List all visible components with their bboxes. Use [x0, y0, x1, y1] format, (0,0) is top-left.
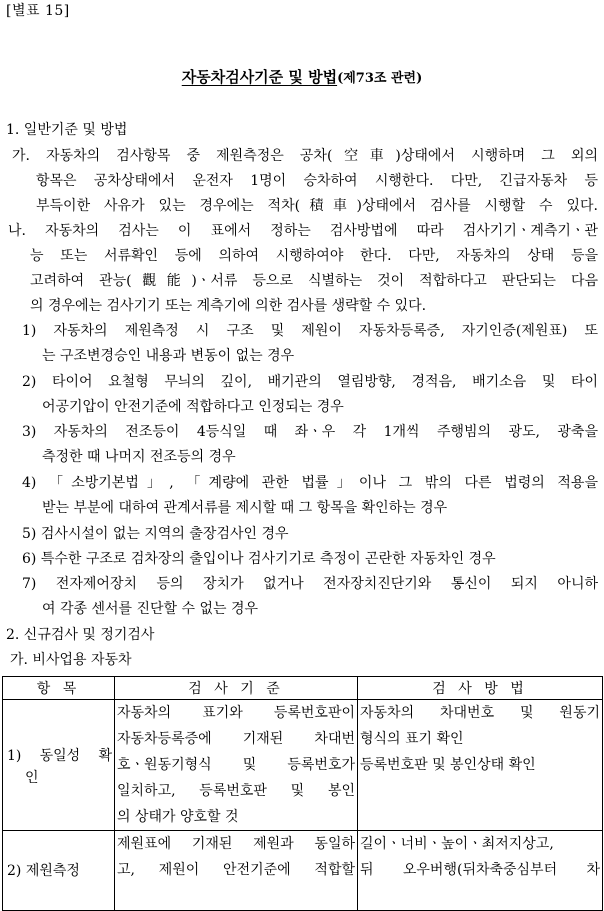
table-row — [3, 700, 603, 831]
cell-line: 고, 제원이 안전기준에 적합할 — [117, 862, 355, 878]
para-na-line: 나. 자동차의 검사는 이 표에서 정하는 검사방법에 따라 검사기기ㆍ계측기ㆍ관 — [8, 223, 598, 239]
list-item-1-cont: 는 구조변경승인 내용과 변동이 없는 경우 — [42, 348, 295, 364]
para-na-line: 의 경우에는 검사기기 또는 계측기에 의한 검사를 생략할 수 있다. — [30, 298, 427, 314]
header-item: 항 목 — [3, 677, 115, 700]
header-standard: 검 사 기 준 — [115, 677, 358, 700]
list-item-2-cont: 어공기압이 안전기준에 적합하다고 인정되는 경우 — [42, 399, 344, 415]
list-item-7: 7) 전자제어장치 등의 장치가 없거나 전자장치진단기와 통신이 되지 아니하 — [22, 576, 598, 592]
cell-line: 등록번호판 및 봉인상태 확인 — [360, 757, 536, 773]
table-header-row — [3, 677, 603, 700]
cell-line: 일치하고, 등록번호판 및 봉인 — [117, 783, 355, 799]
inspection-standards-table — [2, 676, 603, 911]
list-item-6: 6) 특수한 구조로 검차장의 출입이나 검사기기로 측정이 곤란한 자동차인 경우 — [22, 551, 496, 567]
cell-line: 제원표에 기재된 제원과 동일하 — [117, 836, 355, 852]
para-ga-line: 항목은 공차상태에서 운전자 1명이 승차하여 시행한다. 다만, 긴급자동차 등 — [36, 173, 598, 189]
cell-line: 자동차의 차대번호 및 원동기 — [360, 705, 600, 721]
cell-line: 인 — [25, 770, 39, 786]
cell-line: 호ㆍ원동기형식 및 등록번호가 — [117, 757, 355, 773]
method-cell — [358, 700, 603, 831]
item-cell — [3, 700, 115, 831]
list-item-1: 1) 자동차의 제원측정 시 구조 및 제원이 자동차등록증, 자기인증(제원표) 또 — [22, 323, 598, 339]
cell-line: 길이ㆍ너비ㆍ높이ㆍ최저지상고, — [360, 836, 554, 852]
header-method: 검 사 방 법 — [358, 677, 603, 700]
table-row — [3, 831, 603, 911]
list-item-4-cont: 받는 부분에 대하여 관계서류를 제시할 때 그 항목을 확인하는 경우 — [42, 500, 448, 516]
title-sub: (제73조 관련) — [337, 71, 423, 86]
cell-line: 의 상태가 양호할 것 — [117, 809, 239, 825]
section-2-ga: 가. 비사업용 자동차 — [10, 652, 132, 668]
list-item-7-cont: 여 각종 센서를 진단할 수 없는 경우 — [42, 601, 259, 617]
standard-cell — [115, 700, 358, 831]
title-main: 자동차검사기준 및 방법 — [181, 68, 338, 86]
para-na-line: 고려하여 관능(觀能)ㆍ서류 등으로 식별하는 것이 적합하다고 판단되는 다음 — [30, 273, 598, 289]
cell-line: 형식의 표기 확인 — [360, 731, 464, 747]
method-cell — [358, 831, 603, 911]
list-item-3-cont: 측정한 때 나머지 전조등의 경우 — [42, 449, 236, 465]
cell-line: 자동차등록증에 기재된 차대번 — [117, 731, 355, 747]
para-na-line: 능 또는 서류확인 등에 의하여 시행하여야 한다. 다만, 자동차의 상태 등을 — [30, 248, 598, 264]
para-ga-line: 부득이한 사유가 있는 경우에는 적차(積車)상태에서 검사를 시행할 수 있다. — [36, 198, 598, 214]
section-1-heading: 1. 일반기준 및 방법 — [6, 122, 128, 138]
standard-cell — [115, 831, 358, 911]
section-2-heading: 2. 신규검사 및 정기검사 — [6, 627, 155, 643]
list-item-4: 4) 「소방기본법」, 「계량에 관한 법률」이나 그 밖의 다른 법령의 적용을 — [22, 475, 598, 491]
cell-line: 자동차의 표기와 등록번호판이 — [117, 705, 355, 721]
document-title — [0, 66, 604, 87]
list-item-2: 2) 타이어 요철형 무늬의 깊이, 배기관의 열림방향, 경적음, 배기소음 및 타이 — [22, 374, 598, 390]
list-item-3: 3) 자동차의 전조등이 4등식일 때 좌ㆍ우 각 1개씩 주행빔의 광도, 광축을 — [22, 424, 598, 440]
cell-line: 뒤 오우버행(뒤차축중심부터 차 — [360, 862, 600, 878]
page-label: [별표 15] — [6, 3, 70, 19]
item-cell — [3, 831, 115, 911]
cell-line: 1) 동일성 확 — [7, 748, 112, 764]
cell-line: 2) 제원측정 — [7, 862, 80, 879]
list-item-5: 5) 검사시설이 없는 지역의 출장검사인 경우 — [22, 526, 289, 542]
para-ga-line: 가. 자동차의 검사항목 중 제원측정은 공차(空車)상태에서 시행하며 그 외의 — [12, 148, 598, 164]
